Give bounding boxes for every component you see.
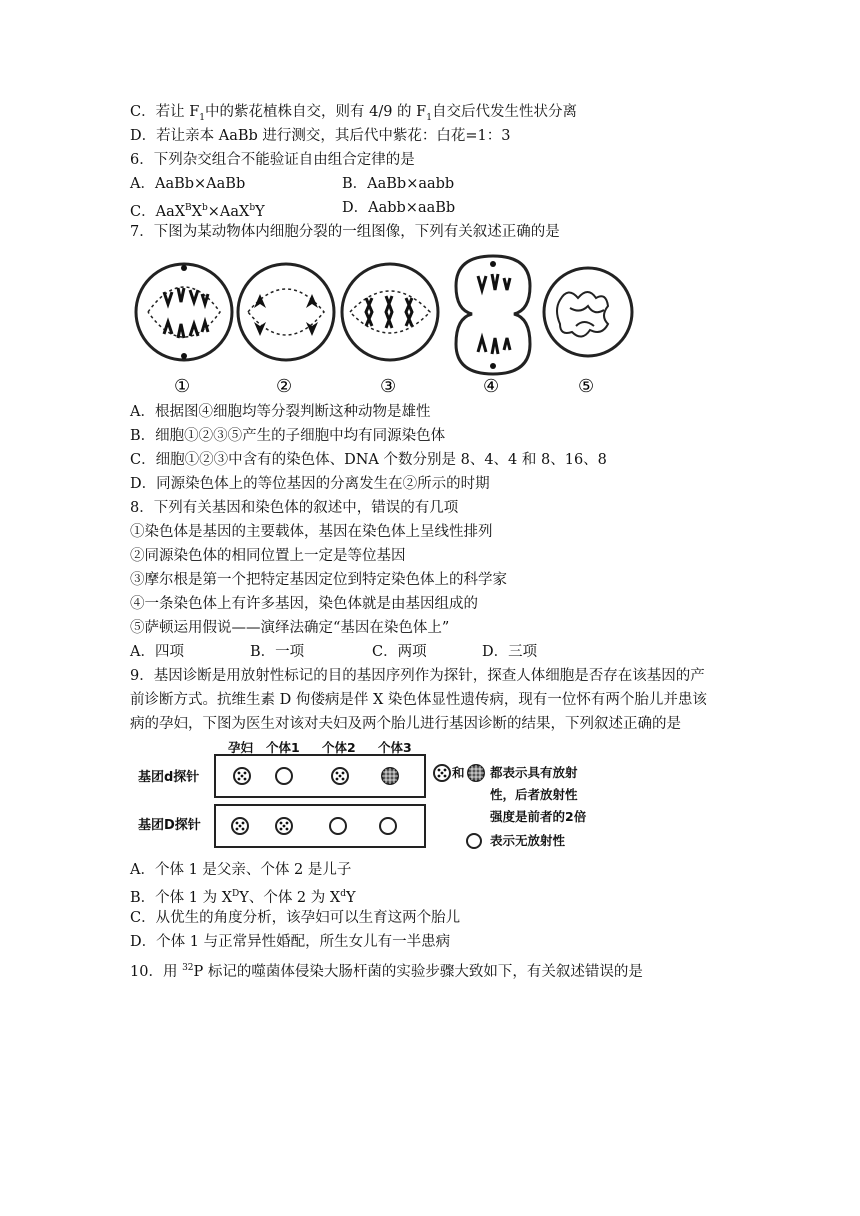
legend-line-1: 都表示具有放射: [490, 765, 578, 780]
mark-dotted: [234, 768, 250, 784]
q6-option-a: A．AaBb×AaBb: [130, 176, 246, 192]
q5-option-c: [130, 102, 577, 128]
question-6: 6．下列杂交组合不能验证自由组合定律的是: [130, 152, 415, 168]
q8-statement-5: ⑤萨顿运用假说——演绎法确定“基因在染色体上”: [130, 620, 450, 636]
text: 中的紫花植株自交，则有 4/9 的 F: [205, 104, 427, 120]
column-pregnant-woman: 孕妇: [228, 740, 254, 755]
superscript: 32: [182, 963, 194, 973]
q8-statement-4: ④一条染色体上有许多基因，染色体就是由基因组成的: [130, 596, 478, 612]
text: Y: [255, 203, 265, 220]
cell-2: [238, 264, 334, 360]
superscript: D: [232, 889, 240, 899]
q8-statement-1: ①染色体是基因的主要载体，基因在染色体上呈线性排列: [130, 524, 493, 540]
q6-option-c: [130, 198, 265, 222]
subscript: 1: [199, 112, 205, 123]
mark-empty: [380, 818, 396, 834]
legend-empty-icon: [466, 833, 482, 849]
q5-option-d: D．若让亲本 AaBb 进行测交，其后代中紫花：白花=1：3: [130, 128, 511, 144]
text: 自交后代发生性状分离: [431, 104, 577, 120]
column-individual-3: 个体3: [378, 740, 412, 755]
legend-line-3: 强度是前者的2倍: [490, 809, 587, 824]
q8-option-d: D．三项: [482, 644, 538, 660]
text: 10．用: [130, 963, 183, 980]
legend-dotted-icon: [434, 765, 450, 781]
q8-option-b: B．一项: [250, 644, 305, 660]
legend-line-2: 性，后者放射性: [490, 787, 578, 802]
q9-option-d: D．个体 1 与正常异性婚配，所生女儿有一半患病: [130, 934, 451, 950]
q8-option-c: C．两项: [372, 644, 427, 660]
legend-grid-icon: [468, 765, 484, 781]
text: C．AaX: [130, 203, 186, 220]
mark-dotted: [332, 768, 348, 784]
mark-grid: [382, 768, 398, 784]
q8-statement-3: ③摩尔根是第一个把特定基因定位到特定染色体上的科学家: [130, 572, 507, 588]
text: C．若让 F: [130, 104, 200, 120]
question-8: 8．下列有关基因和染色体的叙述中，错误的有几项: [130, 500, 459, 516]
row-label-d-probe: 基团d探针: [138, 770, 200, 785]
cell-division-figure: [128, 252, 638, 398]
superscript: d: [340, 889, 346, 899]
d-probe-marks: [214, 754, 426, 798]
question-9-line-1: 9．基因诊断是用放射性标记的目的基因序列作为探针，探查人体细胞是否存在该基因的产: [130, 668, 705, 684]
cell-label-1: ①: [174, 376, 191, 397]
superscript: B: [185, 203, 192, 213]
q9-option-b: [130, 884, 356, 908]
mark-dotted: [232, 818, 248, 834]
mark-dotted: [276, 818, 292, 834]
D-probe-marks: [214, 804, 426, 848]
text: Y、个体 2 为 X: [239, 889, 341, 906]
cell-label-5: ⑤: [578, 376, 595, 397]
cell-label-2: ②: [276, 376, 293, 397]
cell-label-3: ③: [380, 376, 397, 397]
cell-5: [544, 268, 632, 356]
question-10: [130, 958, 643, 982]
superscript: b: [249, 203, 256, 213]
column-individual-1: 个体1: [266, 740, 300, 755]
text: X: [191, 203, 202, 220]
cell-label-4: ④: [483, 376, 500, 397]
legend-and: 和: [452, 765, 465, 780]
question-9-line-3: 病的孕妇，下图为医生对该对夫妇及两个胎儿进行基因诊断的结果，下列叙述正确的是: [130, 716, 681, 732]
text: B．个体 1 为 X: [130, 889, 233, 906]
question-7: 7．下图为某动物体内细胞分裂的一组图像，下列有关叙述正确的是: [130, 224, 560, 240]
cell-4: [456, 256, 530, 374]
text: P 标记的噬菌体侵染大肠杆菌的实验步骤大致如下，有关叙述错误的是: [193, 963, 643, 980]
q8-option-a: A．四项: [130, 644, 184, 660]
q6-option-b: B．AaBb×aabb: [342, 176, 455, 192]
cell-3: [342, 264, 438, 360]
mark-empty: [330, 818, 346, 834]
text: ×AaX: [207, 203, 250, 220]
q8-statement-2: ②同源染色体的相同位置上一定是等位基因: [130, 548, 406, 564]
subscript: 1: [426, 112, 432, 123]
legend-line-4: 表示无放射性: [490, 833, 566, 848]
q7-option-d: D．同源染色体上的等位基因的分离发生在②所示的时期: [130, 476, 490, 492]
q7-option-b: B．细胞①②③⑤产生的子细胞中均有同源染色体: [130, 428, 446, 444]
column-individual-2: 个体2: [322, 740, 356, 755]
q9-option-c: C．从优生的角度分析，该孕妇可以生育这两个胎儿: [130, 910, 461, 926]
cell-1: [136, 264, 232, 360]
row-label-D-probe: 基团D探针: [138, 818, 201, 833]
superscript: b: [202, 203, 208, 213]
mark-empty: [276, 768, 292, 784]
q7-option-c: C．细胞①②③中含有的染色体、DNA 个数分别是 8、4、4 和 8、16、8: [130, 452, 607, 468]
q9-option-a: A．个体 1 是父亲、个体 2 是儿子: [130, 862, 352, 878]
question-9-line-2: 前诊断方式。抗维生素 D 佝偻病是伴 X 染色体显性遗传病，现有一位怀有两个胎儿并患该: [130, 692, 707, 708]
q7-option-a: A．根据图④细胞均等分裂判断这种动物是雄性: [130, 404, 431, 420]
text: Y: [345, 889, 356, 906]
q6-option-d: D．Aabb×aaBb: [342, 200, 456, 216]
